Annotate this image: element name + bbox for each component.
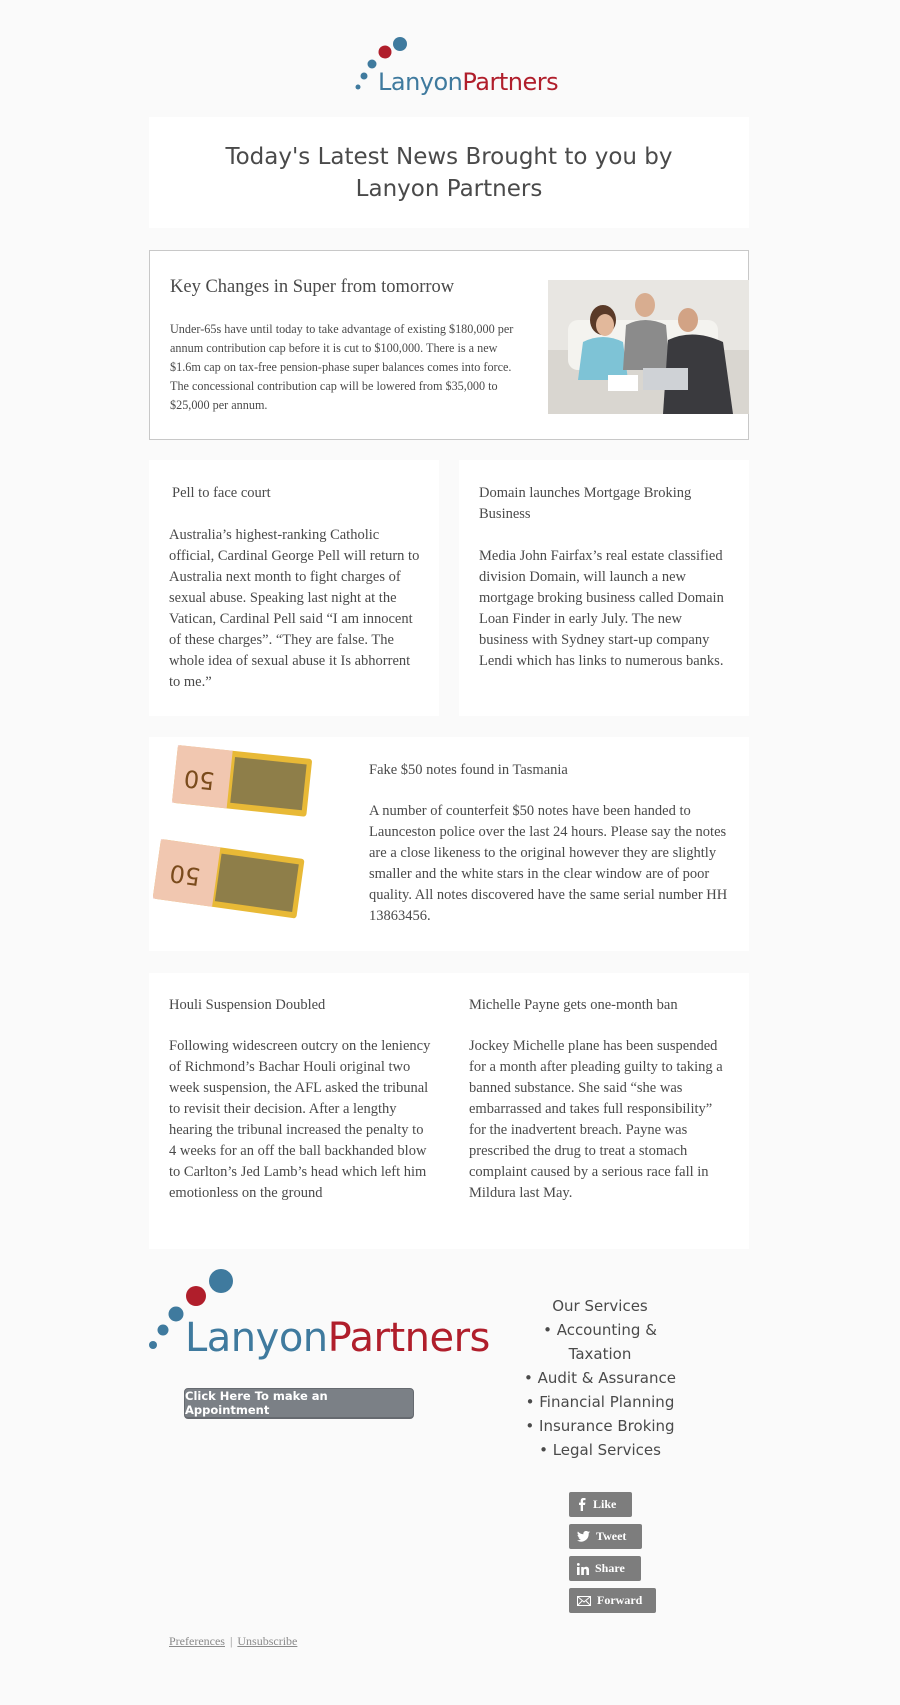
service-item: • Accounting & Taxation bbox=[543, 1321, 657, 1363]
story-body: A number of counterfeit $50 notes have been handed to Launceston police over the last 24 hours. Please say the notes are a close likeness to the original however they are slightly smaller and the white stars in the clear window are of poor quality. All notes discovered have the same serial number HH 13863456. bbox=[369, 803, 728, 924]
banknotes-image bbox=[153, 739, 333, 919]
preferences-link[interactable]: Preferences bbox=[169, 1634, 225, 1648]
service-item: • Financial Planning bbox=[525, 1393, 675, 1411]
note-value-label: 50 bbox=[167, 858, 203, 891]
services-title: Our Services bbox=[552, 1297, 648, 1315]
linkedin-icon bbox=[577, 1563, 589, 1575]
twitter-tweet-button[interactable] bbox=[569, 1524, 642, 1549]
story-body: Following widescreen outcry on the leniency of Richmond’s Bachar Houli original two week suspension, the AFL asked the tribunal to revisit their decision. After a lengthy hearing the tribunal increased the penalty to 4 weeks for an off the ball backhanded blow to Carlton’s Jed Lamb’s head which left him emotionless on the ground bbox=[169, 1038, 431, 1201]
story-title: Pell to face court bbox=[172, 485, 271, 501]
tweet-label: Tweet bbox=[596, 1529, 627, 1543]
story-pell bbox=[149, 460, 439, 716]
story-domain bbox=[459, 460, 749, 716]
services-list bbox=[510, 1294, 690, 1462]
people-meeting-photo bbox=[548, 280, 749, 414]
email-icon bbox=[577, 1596, 591, 1606]
logo-wordmark: LanyonPartners bbox=[185, 1315, 490, 1361]
service-item: • Legal Services bbox=[539, 1441, 661, 1459]
forward-email-button[interactable] bbox=[569, 1588, 656, 1613]
story-fake-notes bbox=[149, 737, 749, 951]
service-item: • Audit & Assurance bbox=[524, 1369, 676, 1387]
unsubscribe-link[interactable]: Unsubscribe bbox=[237, 1634, 298, 1648]
story-title: Fake $50 notes found in Tasmania bbox=[369, 762, 568, 778]
feature-title: Key Changes in Super from tomorrow bbox=[170, 277, 455, 297]
facebook-icon bbox=[577, 1498, 587, 1511]
footer-logo bbox=[148, 1268, 490, 1368]
footer-links bbox=[169, 1634, 297, 1649]
twitter-icon bbox=[577, 1531, 590, 1542]
feature-story bbox=[149, 250, 749, 440]
story-title: Michelle Payne gets one-month ban bbox=[469, 997, 678, 1013]
logo-wordmark: LanyonPartners bbox=[378, 68, 559, 96]
facebook-like-button[interactable] bbox=[569, 1492, 632, 1517]
story-title: Houli Suspension Doubled bbox=[169, 997, 326, 1013]
story-pair bbox=[149, 973, 749, 1249]
story-body: Media John Fairfax’s real estate classified division Domain, will launch a new mortgage broking business called Domain Loan Finder in early July. The new business with Sydney start-up company Lendi which has links to numerous banks. bbox=[479, 548, 724, 669]
story-body: Australia’s highest-ranking Catholic official, Cardinal George Pell will return to Australia next month to fight charges of sexual abuse. Speaking last night at the Vatican, Cardinal Pell said “I am innocent of these charges”. “They are false. The whole idea of sexual abuse it Is abhorrent to me.” bbox=[169, 527, 420, 690]
like-label: Like bbox=[593, 1497, 617, 1511]
share-label: Share bbox=[595, 1561, 625, 1575]
headline-card bbox=[149, 117, 749, 228]
story-title: Domain launches Mortgage Broking Business bbox=[479, 485, 692, 522]
linkedin-share-button[interactable] bbox=[569, 1556, 641, 1581]
header-logo bbox=[350, 36, 559, 98]
story-body: Jockey Michelle plane has been suspended for a month after pleading guilty to taking a banned substance. She said “she was embarrassed and takes full responsibility” for the inadvertent breach. Payne was prescribed the drug to treat a stomach complaint caused by a serious race fall in Mildura last May. bbox=[469, 1038, 723, 1201]
service-item: • Insurance Broking bbox=[525, 1417, 675, 1435]
link-separator: | bbox=[229, 1634, 233, 1648]
feature-body: Under-65s have until today to take advantage of existing $180,000 per annum contribution cap before it is cut to $100,000. There is a new $1.6m cap on tax-free pension-phase super balances comes into force. The concessional contribution cap will be lowered from $35,000 to $25,000 per annum. bbox=[170, 322, 514, 412]
make-appointment-button[interactable]: Click Here To make an Appointment bbox=[184, 1388, 414, 1419]
forward-label: Forward bbox=[597, 1593, 643, 1607]
note-value-label: 50 bbox=[182, 763, 216, 795]
page-title: Today's Latest News Brought to you by Lanyon Partners bbox=[225, 143, 673, 202]
